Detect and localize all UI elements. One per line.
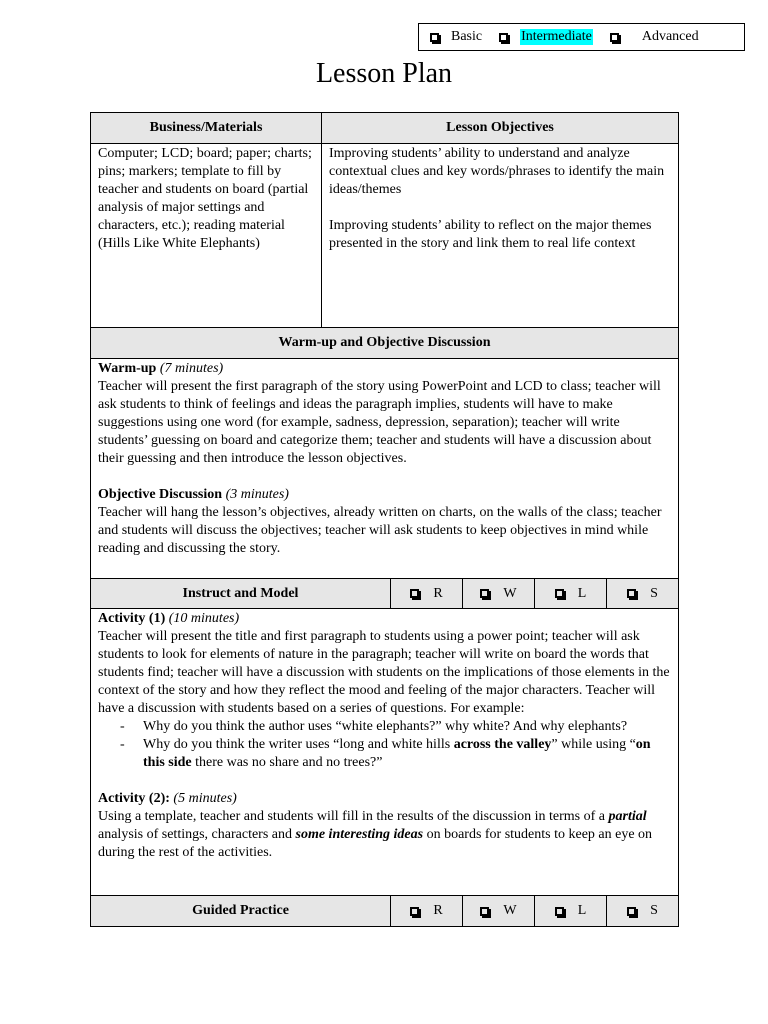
materials-objectives-table xyxy=(90,112,679,579)
checkbox-icon[interactable] xyxy=(430,33,439,42)
checkbox-icon[interactable] xyxy=(410,589,419,598)
act2-part: on boards for students to keep an eye on during the rest of the activities. xyxy=(98,827,653,860)
activity1-paragraph xyxy=(98,610,671,628)
warmup-label: Warm-up xyxy=(98,361,157,376)
level-intermediate[interactable] xyxy=(499,29,593,45)
instruct-cell xyxy=(91,609,679,896)
guided-heading: Guided Practice xyxy=(91,896,391,927)
skill-s[interactable] xyxy=(607,579,679,609)
q2-part: there was no share and no trees?” xyxy=(191,755,383,770)
page-title: Lesson Plan xyxy=(315,58,453,89)
guided-skill-s[interactable] xyxy=(607,896,679,927)
warmup-text: Teacher will present the first paragraph of the story using PowerPoint and LCD to class; teacher will ask students to think of feelings and ideas the paragraph implies, students will have to make suggestions using one word (for example, sadness, depression, separation); teacher will write students’ guessing on board and categorize them; teacher and students will have a discussion about their guessing and then introduce the lesson objectives. xyxy=(98,379,661,466)
act2-emph: partial xyxy=(608,809,647,824)
checkbox-icon[interactable] xyxy=(610,33,619,42)
question-list xyxy=(98,718,671,772)
objective-2: Improving students’ ability to reflect on the major themes presented in the story and link them to real life context xyxy=(329,218,652,251)
objective-1: Improving students’ ability to understand and analyze contextual clues and key words/phrases to identify the main ideas/themes xyxy=(329,146,665,197)
objectives-heading: Lesson Objectives xyxy=(322,113,679,144)
activity2-label: Activity (2): xyxy=(98,791,170,806)
checkbox-icon[interactable] xyxy=(627,589,636,598)
act2-part: Using a template, teacher and students will fill in the results of the discussion in terms of a xyxy=(98,809,609,824)
checkbox-icon[interactable] xyxy=(555,907,564,916)
skill-label: L xyxy=(577,585,587,601)
instruct-heading: Instruct and Model xyxy=(91,579,391,609)
checkbox-icon[interactable] xyxy=(499,33,508,42)
act2-part: analysis of settings, characters and xyxy=(98,827,296,842)
objective-discussion-time: (3 minutes) xyxy=(225,487,289,502)
guided-skill-w[interactable] xyxy=(463,896,535,927)
q2-bold: on this side xyxy=(143,737,651,770)
skill-r[interactable] xyxy=(391,579,463,609)
guided-skill-r[interactable] xyxy=(391,896,463,927)
checkbox-icon[interactable] xyxy=(480,589,489,598)
level-intermediate-label: Intermediate xyxy=(521,29,592,44)
business-heading: Business/Materials xyxy=(91,113,322,144)
skill-label: R xyxy=(433,585,443,601)
q2-bold: across the valley xyxy=(453,737,552,752)
activity1-text: Teacher will present the title and first paragraph to students using a power point; teacher will ask students to look for elements of nature in the paragraph; teacher will write on board the words that students find; teacher will have a discussion with students on the implications of those elements in the context of the story and how they reflect the mood and feeling of the major characters. Teacher will have a discussion with students based on a series of questions. For example: xyxy=(98,629,670,716)
checkbox-icon[interactable] xyxy=(555,589,564,598)
level-basic[interactable] xyxy=(430,29,482,45)
level-advanced-label: Advanced xyxy=(641,29,699,44)
business-text: Computer; LCD; board; paper; charts; pins; markers; template to fill by teacher and students on board (partial analysis of major settings and characters, etc.); reading material (Hills Like White Elephants) xyxy=(91,144,322,328)
question-1: - Why do you think the author uses “white elephants?” why white? And why elephants? xyxy=(120,718,671,736)
act2-emph: some interesting ideas xyxy=(295,827,424,842)
activity2-paragraph xyxy=(98,790,671,808)
level-basic-label: Basic xyxy=(451,29,483,44)
activity1-time: (10 minutes) xyxy=(168,611,240,626)
skill-label: S xyxy=(650,903,658,918)
skill-label: S xyxy=(650,585,658,601)
checkbox-icon[interactable] xyxy=(410,907,419,916)
activity2-text xyxy=(98,808,671,862)
level-advanced[interactable] xyxy=(610,29,699,45)
objective-discussion-label: Objective Discussion xyxy=(98,487,223,502)
checkbox-icon[interactable] xyxy=(480,907,489,916)
objective-discussion-paragraph xyxy=(98,486,671,504)
warmup-heading: Warm-up and Objective Discussion xyxy=(91,328,679,359)
skill-w[interactable] xyxy=(463,579,535,609)
skill-l[interactable] xyxy=(535,579,607,609)
skill-label: R xyxy=(433,903,443,918)
warmup-paragraph xyxy=(98,360,671,378)
checkbox-icon[interactable] xyxy=(627,907,636,916)
guided-skill-l[interactable] xyxy=(535,896,607,927)
level-selector xyxy=(418,23,745,51)
activity1-label: Activity (1) xyxy=(98,611,166,626)
activity2-time: (5 minutes) xyxy=(173,791,237,806)
instruct-table xyxy=(90,578,679,927)
warmup-time: (7 minutes) xyxy=(159,361,224,376)
q2-part: Why do you think the writer uses “long and white hills xyxy=(143,737,454,752)
objective-discussion-text: Teacher will hang the lesson’s objectives, already written on charts, on the walls of the class; teacher and students will discuss the objectives; teacher will ask students to keep objectives in mind while reading and discussing the story. xyxy=(98,505,662,556)
objectives-cell xyxy=(322,144,679,328)
skill-label: L xyxy=(577,903,587,918)
skill-label: W xyxy=(503,903,517,918)
q2-part: ” while using “ xyxy=(551,737,636,752)
warmup-cell xyxy=(91,359,679,579)
skill-label: W xyxy=(503,585,517,601)
question-2 xyxy=(120,736,671,772)
